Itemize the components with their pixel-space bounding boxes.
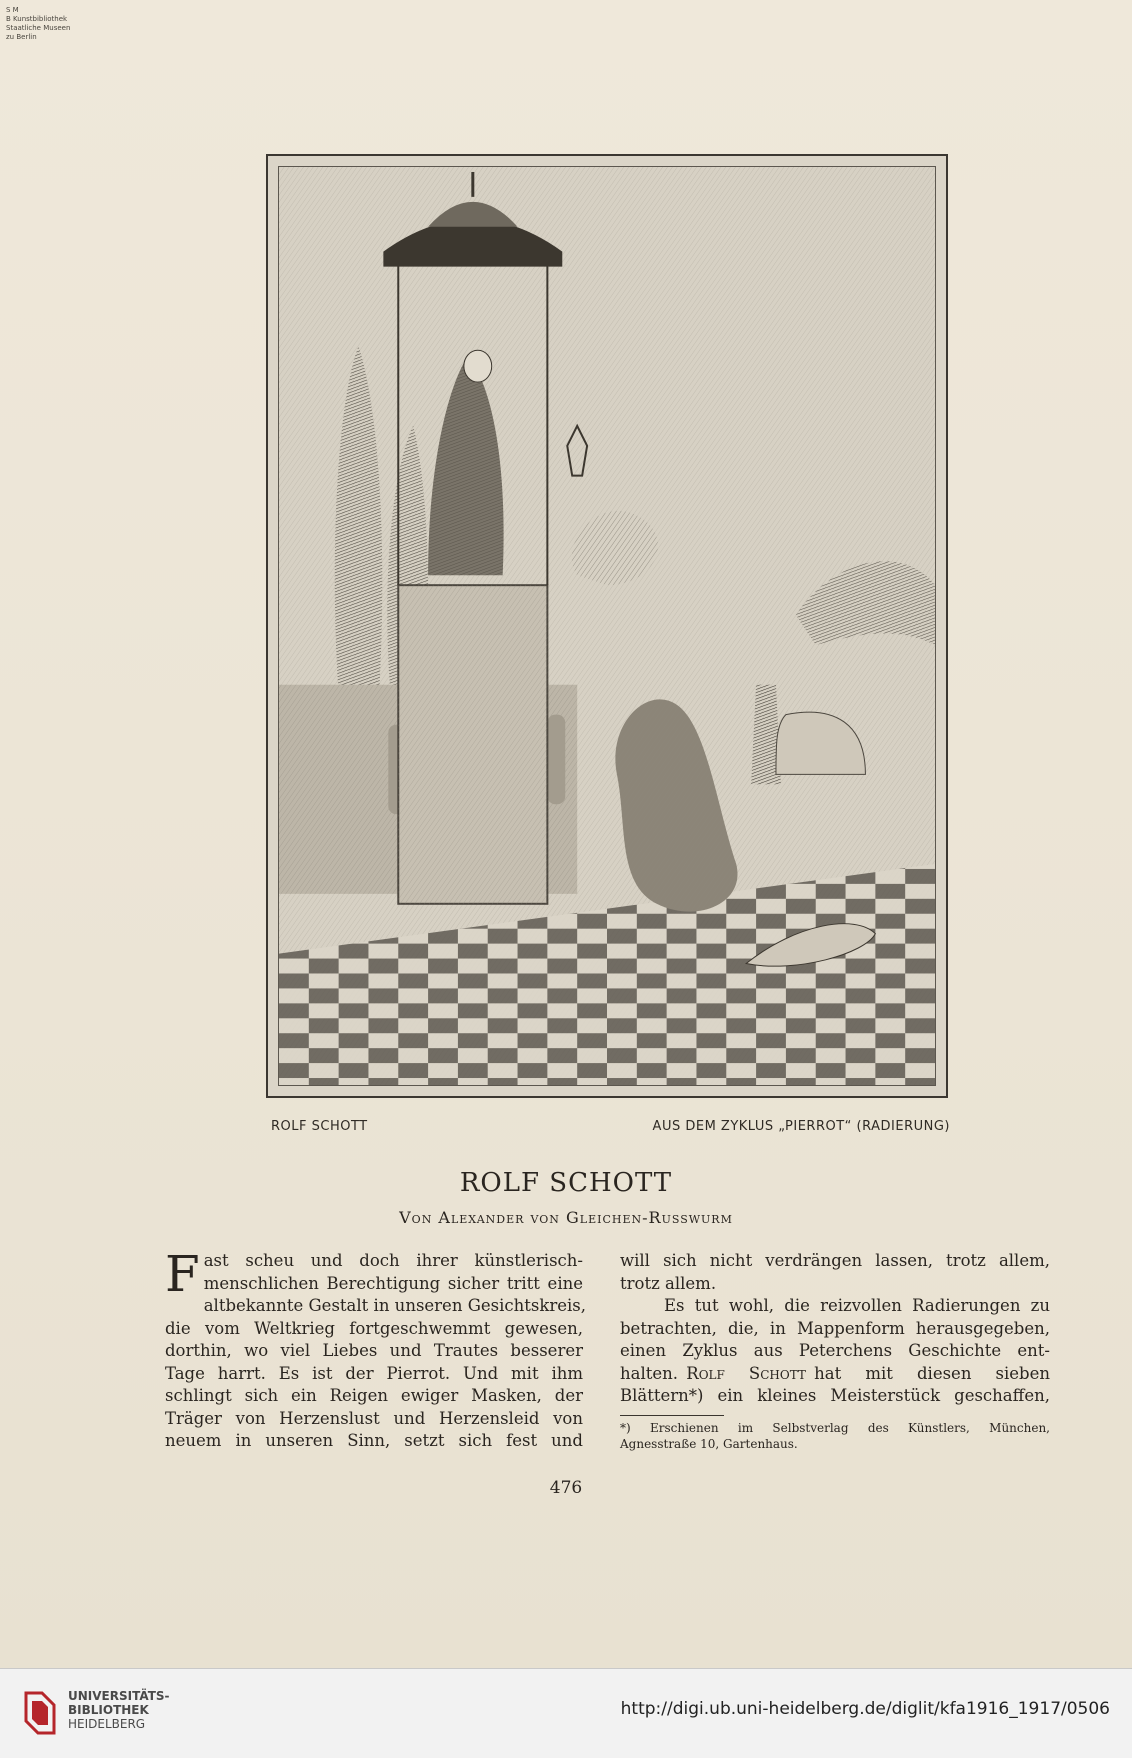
text-fragment: halten. [620,1363,679,1383]
text-line: Blättern*) ein kleines Meisterstück geschaffen, [620,1386,1050,1405]
text-line: betrachten, die, in Mappenform herausgegeben, [620,1318,1050,1338]
text-line: einen Zyklus aus Peterchens Geschichte ent- [620,1341,1050,1360]
stamp-line: zu Berlin [6,33,37,41]
drop-cap: F [165,1245,200,1303]
digital-library-url[interactable]: http://digi.ub.uni-heidelberg.de/diglit/kfa1916_1917/0506 [620,1699,1110,1719]
page-number: 476 [549,1478,583,1498]
library-name [68,1689,170,1731]
plate-caption-artist: ROLF SCHOTT [271,1119,368,1134]
etching-image [278,166,936,1086]
text-line: Tage harrt. Es ist der Pierrot. Und mit ihm [165,1363,583,1383]
etching-plate [266,154,948,1098]
text-line [620,1363,1050,1386]
footnote [620,1420,1050,1452]
text-line: dorthin, wo viel Liebes und Trautes besserer [165,1341,583,1360]
text-line: altbekannte Gestalt in unseren Gesichtskreis, [203,1296,586,1315]
plate-caption-title: AUS DEM ZYKLUS „PIERROT“ (RADIERUNG) [652,1119,950,1134]
text-column-left [165,1245,586,1453]
text-line: trotz allem. [620,1273,717,1293]
library-name-line: HEIDELBERG [68,1717,146,1731]
text-line: schlingt sich ein Reigen ewiger Masken, der [165,1386,583,1405]
stamp-line: B Kunstbibliothek [6,15,68,23]
text-line: ast scheu und doch ihrer künstlerisch- [203,1251,583,1270]
digitization-footer [0,1668,1132,1758]
text-line: Es tut wohl, die reizvollen Radierungen zu [664,1296,1050,1315]
university-library-logo-icon [22,1689,58,1737]
text-line: Träger von Herzenslust und Herzensleid von [165,1408,583,1428]
text-line: will sich nicht verdrängen lassen, trotz allem, [620,1251,1050,1270]
pierrot-etching-illustration [279,167,935,1085]
footnote-line: *) Erschienen im Selbstverlag des Künstlers, München, [620,1421,1050,1435]
article-byline: Von Alexander von Gleichen-Russwurm [399,1208,733,1227]
text-line: neuem in unseren Sinn, setzt sich fest und [165,1431,583,1450]
text-line: menschlichen Berechtigung sicher tritt eine [203,1273,583,1293]
library-name-line: BIBLIOTHEK [68,1703,149,1717]
stamp-line: Staatliche Museen [6,24,71,32]
library-name-line: UNIVERSITÄTS- [68,1689,170,1703]
text-fragment: hat mit diesen sieben [814,1363,1050,1383]
text-column-right [620,1250,1050,1408]
library-stamp [6,6,70,42]
footnote-line: Agnesstraße 10, Gartenhaus. [620,1437,798,1451]
artist-name: Rolf Schott [686,1363,806,1383]
article-title: ROLF SCHOTT [459,1168,673,1198]
stamp-line: S M [6,6,19,14]
text-line: die vom Weltkrieg fortgeschwemmt gewesen, [165,1318,583,1338]
footnote-rule [620,1415,724,1416]
